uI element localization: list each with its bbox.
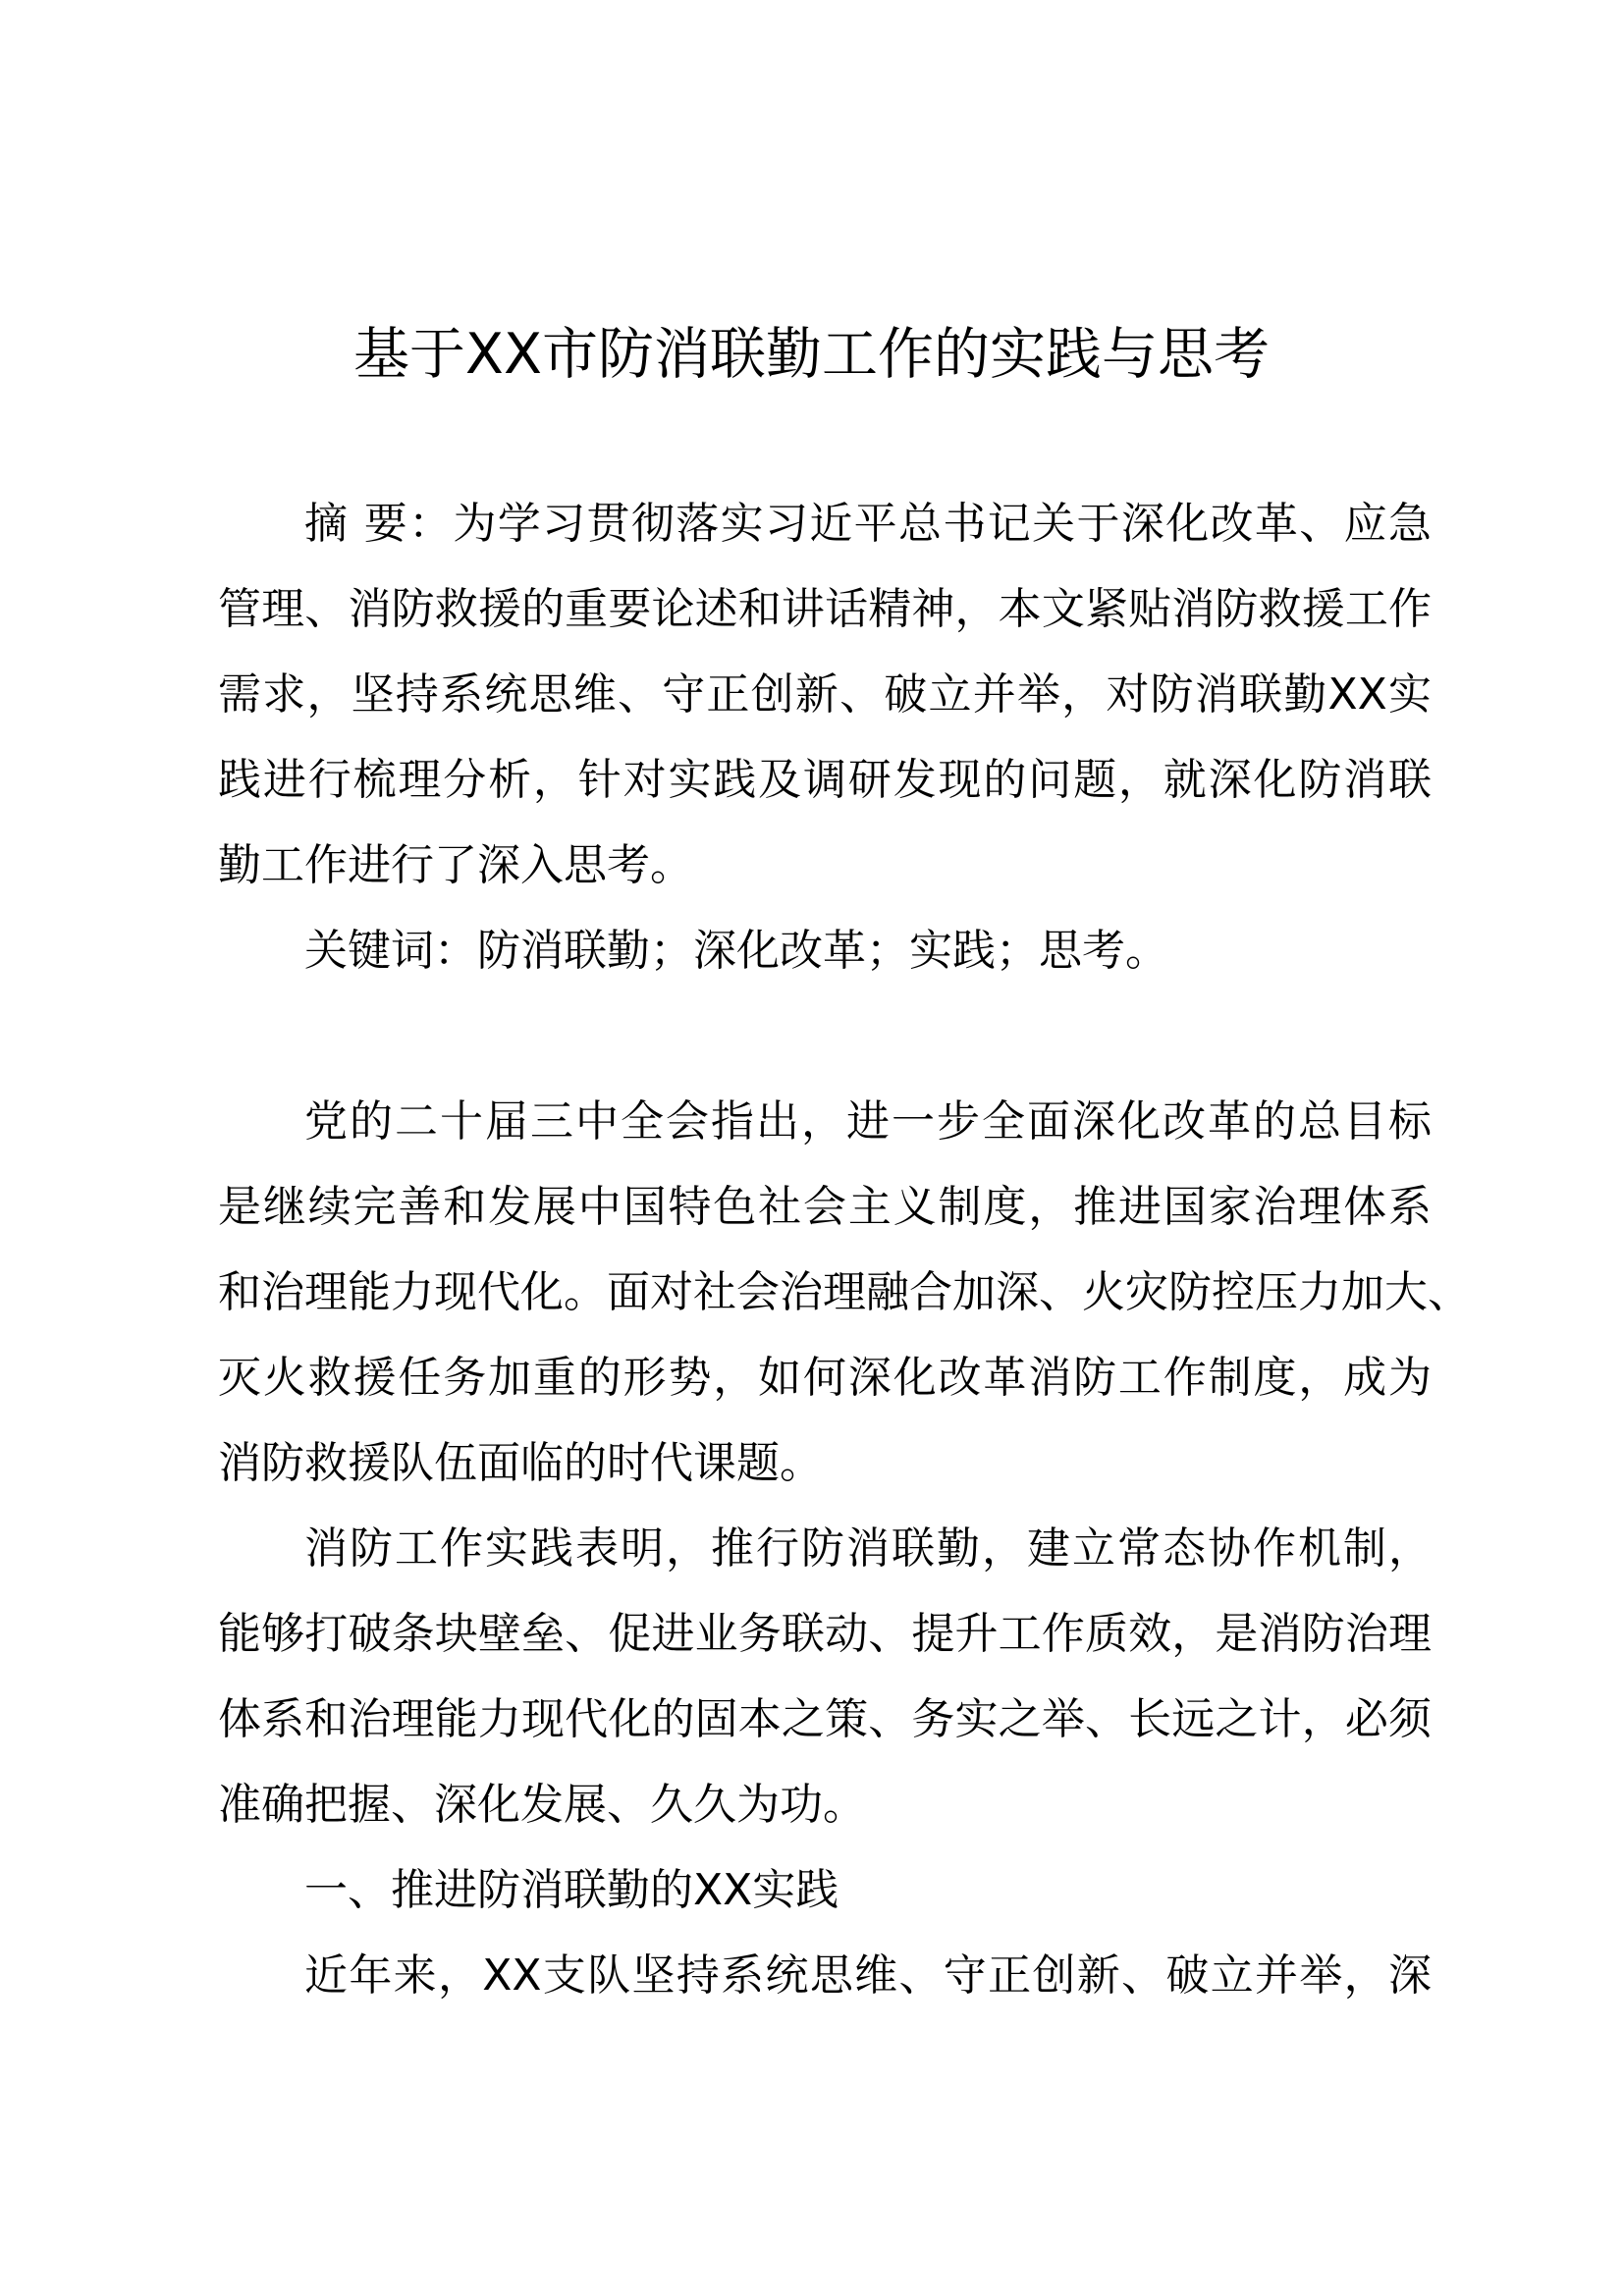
paragraph-line: 近年来，XX支队坚持系统思维、守正创新、破立并举，深 [304, 1950, 1432, 2001]
paragraph-line: 和治理能力现代化。面对社会治理融合加深、火灾防控压力加大、 [218, 1267, 1471, 1317]
paragraph-line: 准确把握、深化发展、久久为功。 [218, 1780, 866, 1830]
section-heading: 一、推进防消联勤的XX实践 [304, 1865, 839, 1915]
paragraph-1 [218, 1079, 1471, 1506]
paragraph-line: 消防工作实践表明，推行防消联勤，建立常态协作机制， [304, 1523, 1432, 1574]
abstract-line: 需求，坚持系统思维、守正创新、破立并举，对防消联勤XX实 [218, 669, 1432, 720]
abstract-line: 践进行梳理分析，针对实践及调研发现的问题，就深化防消联 [218, 755, 1432, 805]
paragraph-line: 体系和治理能力现代化的固本之策、务实之举、长远之计，必须 [218, 1694, 1432, 1744]
document-body [218, 481, 1471, 2018]
document-title: 基于XX市防消联勤工作的实践与思考 [352, 322, 1271, 387]
paragraph-2 [218, 1506, 1432, 1847]
abstract-line: 勤工作进行了深入思考。 [218, 840, 693, 890]
paragraph-line: 能够打破条块壁垒、促进业务联动、提升工作质效，是消防治理 [218, 1609, 1432, 1659]
abstract [218, 481, 1432, 908]
paragraph-line: 党的二十届三中全会指出，进一步全面深化改革的总目标 [304, 1096, 1432, 1147]
spacer [218, 993, 1432, 1079]
abstract-line: 摘 要：为学习贯彻落实习近平总书记关于深化改革、应急 [304, 499, 1432, 549]
paragraph-line: 灭火救援任务加重的形势，如何深化改革消防工作制度，成为 [218, 1353, 1432, 1403]
paragraph-line: 是继续完善和发展中国特色社会主义制度，推进国家治理体系 [218, 1182, 1432, 1232]
paragraph-line: 消防救援队伍面临的时代课题。 [218, 1438, 823, 1488]
keywords: 关键词：防消联勤；深化改革；实践；思考。 [304, 926, 1168, 976]
abstract-line: 管理、消防救援的重要论述和讲话精神，本文紧贴消防救援工作 [218, 584, 1432, 634]
